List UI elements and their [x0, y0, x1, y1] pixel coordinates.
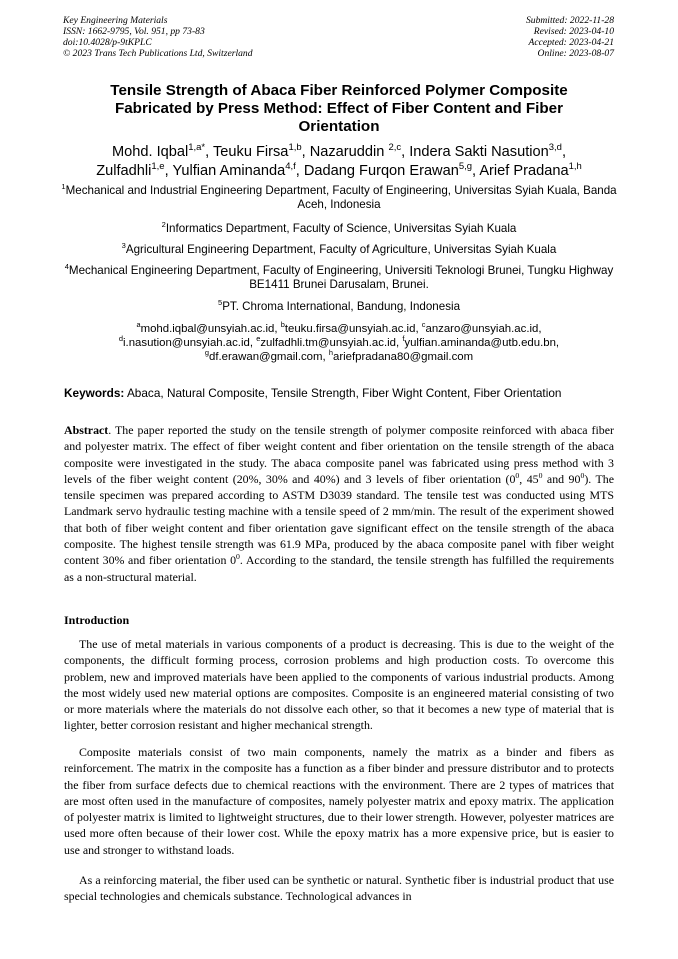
abstract-label: Abstract	[64, 423, 109, 437]
author-affiliation-mark: 3,d	[548, 142, 562, 154]
email-link[interactable]: df.erawan@gmail.com	[209, 351, 323, 363]
affiliation-number: 3	[121, 241, 126, 251]
keywords-text: Abaca, Natural Composite, Tensile Strength, Fiber Wight Content, Fiber Orientation	[124, 386, 562, 400]
title-line: Tensile Strength of Abaca Fiber Reinforced Polymer Composite	[110, 82, 568, 99]
email-link[interactable]: yulfian.aminanda@utb.edu.bn	[404, 337, 556, 349]
date-accepted: Accepted: 2023-04-21	[528, 37, 614, 48]
affiliation-text: Mechanical Engineering Department, Faculty of Engineering, Universiti Teknologi Brunei, Tungku Highway BE1411 Brunei Darusalam, Brunei.	[68, 264, 614, 291]
email-mark: b	[280, 320, 285, 330]
email-mark: e	[256, 334, 261, 344]
email-mark: c	[421, 320, 426, 330]
email-link[interactable]: zulfadhli.tm@unsyiah.ac.id	[260, 337, 396, 349]
publication-dates	[526, 15, 614, 59]
author-list	[50, 143, 628, 181]
email-mark: d	[118, 334, 124, 344]
email-mark: a	[136, 320, 141, 330]
author-affiliation-mark: 1,a*	[188, 142, 206, 154]
title-line: Orientation	[298, 118, 380, 135]
author-name: Mohd. Iqbal	[111, 144, 189, 160]
author-separator: ,	[295, 163, 304, 179]
journal-name: Key Engineering Materials	[63, 15, 168, 26]
degree-superscript: 0	[515, 470, 520, 480]
email-link[interactable]: i.nasution@unsyiah.ac.id	[123, 337, 250, 349]
journal-issn: ISSN: 1662-9795, Vol. 951, pp 73-83	[63, 26, 205, 37]
author-affiliation-mark: 1,b	[288, 142, 302, 154]
email-link[interactable]: ariefpradana80@gmail.com	[332, 351, 474, 363]
email-separator: ,	[555, 337, 560, 349]
email-separator: ,	[274, 323, 281, 335]
email-link[interactable]: mohd.iqbal@unsyiah.ac.id	[140, 323, 275, 335]
author-affiliation-mark: 5,g	[458, 161, 473, 173]
author-separator: ,	[301, 144, 310, 160]
author-name: Nazaruddin	[309, 144, 389, 160]
date-revised: Revised: 2023-04-10	[533, 26, 614, 37]
degree-superscript: 0	[538, 470, 543, 480]
affiliation-number: 4	[64, 262, 69, 272]
affiliation-3	[50, 243, 628, 257]
paper-title	[60, 82, 618, 136]
author-name: Yulfian Aminanda	[172, 163, 286, 179]
abstract	[64, 422, 614, 585]
degree-superscript: 0	[580, 470, 585, 480]
email-link[interactable]: teuku.firsa@unsyiah.ac.id	[284, 323, 416, 335]
email-mark: h	[328, 348, 333, 358]
author-separator: ,	[472, 163, 480, 179]
journal-doi[interactable]: doi:10.4028/p-9tKPLC	[63, 37, 152, 48]
author-name: Dadang Furqon Erawan	[303, 163, 459, 179]
body-paragraph: Composite materials consist of two main components, namely the matrix as a binder and fibers as reinforcement. The matrix in the composite has a function as a fiber binder and pressure distributor and to protects the fiber from surface defects due to chemical reactions with the environment. There are 2 types of matrices that are most often used in the manufacture of composites, namely polyester matrix and epoxy matrix. The application of polyester matrix is limited to lightweight structures, due to their lower strength. However, polyester matrices are used more often because of their lower cost. While the epoxy matrix has a more expensive price, but is easier to use and stronger to withstand loads.	[64, 745, 614, 857]
author-name: Teuku Firsa	[213, 144, 289, 160]
email-separator: ,	[395, 337, 403, 349]
email-mark: f	[402, 334, 405, 344]
email-separator: ,	[249, 337, 257, 349]
keywords	[64, 386, 624, 400]
abstract-text: . According to the standard, the tensile strength has fulfilled the requirements as a non-structural material.	[64, 553, 614, 584]
journal-info	[63, 15, 253, 59]
email-separator: ,	[415, 323, 422, 335]
author-separator: ,	[401, 144, 410, 160]
email-link[interactable]: anzaro@unsyiah.ac.id	[425, 323, 539, 335]
affiliation-text: Agricultural Engineering Department, Faculty of Agriculture, Universitas Syiah Kuala	[125, 243, 557, 256]
affiliation-number: 2	[161, 220, 166, 230]
body-paragraph: As a reinforcing material, the fiber used can be synthetic or natural. Synthetic fiber is industrial product that use special technologies and chemicals substance. Technological advances in	[64, 873, 614, 904]
author-affiliation-mark: 4,f	[285, 161, 296, 173]
email-mark: g	[204, 348, 210, 358]
date-online: Online: 2023-08-07	[537, 48, 614, 59]
author-affiliation-mark: 2,c	[388, 142, 402, 154]
author-separator: ,	[205, 144, 213, 160]
body-paragraph: The use of metal materials in various components of a product is decreasing. This is due to the weight of the components, the difficult forming process, corrosion problems and high production costs. To overcome this problem, new and improved materials have been applied to the components of various industrial products. Among the most widely used new material options are composites. Composite is an engineered material consisting of two or more materials where the materials do not dissolve each other, so that it becomes a new type of material that is lighter, better corrosion resistant and higher mechanical strength.	[64, 637, 614, 733]
author-separator: ,	[164, 163, 173, 179]
abstract-text: and 90	[542, 471, 581, 486]
author-name: Arief Pradana	[479, 163, 569, 179]
author-name: Indera Sakti Nasution	[409, 144, 549, 160]
abstract-text: ). The tensile specimen was prepared according to ASTM D3039 standard. The tensile test was conducted using MTS Landmark servo hydraulic testing machine with a tensile speed of 2 mm/min. The result of the experiment showed that both of fiber weight content and fiber orientation gave significant effect on the tensile strength of the abaca composite. The highest tensile strength was 61.9 MPa, produced by the abaca composite panel with fiber weight content 30% and fiber orientation 0	[64, 471, 614, 568]
abstract-text: , 45	[519, 471, 539, 486]
date-submitted: Submitted: 2022-11-28	[525, 15, 614, 26]
affiliation-text: PT. Chroma International, Bandung, Indonesia	[222, 300, 461, 313]
degree-superscript: 0	[236, 552, 240, 562]
email-separator: ,	[322, 351, 329, 363]
title-line: Fabricated by Press Method: Effect of Fiber Content and Fiber	[114, 100, 564, 117]
author-affiliation-mark: 1,e	[151, 161, 165, 173]
affiliation-number: 5	[217, 298, 223, 308]
journal-copyright: © 2023 Trans Tech Publications Ltd, Switzerland	[63, 48, 253, 59]
affiliation-2	[50, 222, 628, 236]
author-affiliation-mark: 1,h	[568, 161, 582, 173]
affiliation-4	[50, 264, 628, 292]
abstract-text: . The paper reported the study on the tensile strength of polymer composite reinforced with abaca fiber and polyester matrix. The effect of fiber weight content and fiber orientation on the tensile strength of the abaca composite were investigated in the study. The abaca composite panel was fabricated using press method with 3 levels of the fiber weight content (20%, 30% and 40%) and 3 levels of fiber orientation (0	[64, 423, 614, 486]
author-name: Zulfadhli	[96, 163, 152, 179]
affiliation-text: Informatics Department, Faculty of Science, Universitas Syiah Kuala	[165, 222, 517, 235]
affiliation-1	[50, 184, 628, 212]
keywords-label: Keywords:	[64, 386, 125, 400]
affiliation-5	[50, 300, 628, 314]
affiliation-number: 1	[61, 182, 66, 192]
author-separator: ,	[561, 144, 566, 160]
affiliation-text: Mechanical and Industrial Engineering Department, Faculty of Engineering, Universitas Syiah Kuala, Banda Aceh, Indonesia	[65, 184, 617, 211]
email-separator: ,	[538, 323, 542, 335]
section-heading-introduction: Introduction	[64, 613, 130, 627]
author-emails	[50, 322, 628, 364]
